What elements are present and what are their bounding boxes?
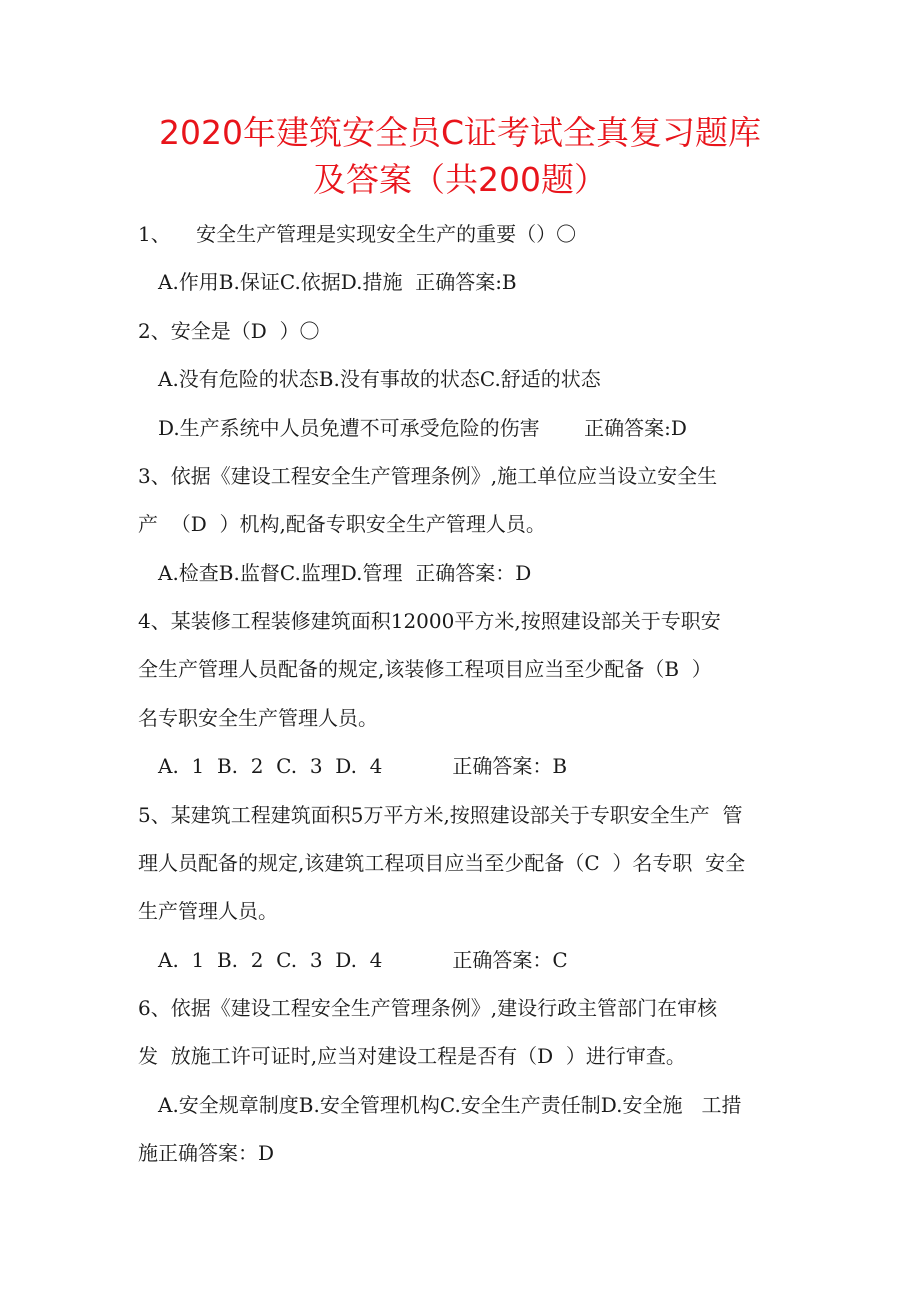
question-3-text-line-1: 3、依据《建设工程安全生产管理条例》,施工单位应当设立安全生: [138, 464, 718, 488]
question-6-options-line-2: 施正确答案：D: [138, 1141, 275, 1165]
question-6-text-line-2: 发 放施工许可证时,应当对建设工程是否有（D ）进行审查。: [138, 1044, 686, 1068]
question-5-options: A. 1 B. 2 C. 3 D. 4 正确答案：C: [158, 948, 568, 972]
question-6-text-line-1: 6、依据《建设工程安全生产管理条例》,建设行政主管部门在审核: [138, 996, 718, 1020]
question-3-text-line-2: 产 （D ）机构,配备专职安全生产管理人员。: [138, 512, 546, 536]
document-title-line-2: 及答案（共200题）: [313, 160, 607, 199]
question-4-text-line-3: 名专职安全生产管理人员。: [138, 706, 378, 730]
question-4-text-line-2: 全生产管理人员配备的规定,该装修工程项目应当至少配备（B ）: [138, 657, 712, 681]
question-4-options: A. 1 B. 2 C. 3 D. 4 正确答案：B: [158, 754, 568, 778]
question-5-text-line-3: 生产管理人员。: [138, 899, 278, 923]
question-5-text-line-1: 5、某建筑工程建筑面积5万平方米,按照建设部关于专职安全生产 管: [138, 803, 743, 827]
question-4-text-line-1: 4、某装修工程装修建筑面积12000平方米,按照建设部关于专职安: [138, 609, 721, 633]
document-title-line-1: 2020年建筑安全员C证考试全真复习题库: [158, 113, 762, 152]
question-6-options-line-1: A.安全规章制度B.安全管理机构C.安全生产责任制D.安全施 工措: [158, 1093, 742, 1117]
question-2-text: 2、安全是（D ）〇: [138, 319, 320, 343]
question-5-text-line-2: 理人员配备的规定,该建筑工程项目应当至少配备（C ）名专职 安全: [138, 851, 746, 875]
question-1-options: A.作用B.保证C.依据D.措施 正确答案:B: [158, 270, 517, 294]
question-3-options: A.检查B.监督C.监理D.管理 正确答案：D: [158, 561, 532, 585]
question-2-options-line-2: D.生产系统中人员免遭不可承受危险的伤害 正确答案:D: [158, 416, 687, 440]
question-1-text: 1、 安全生产管理是实现安全生产的重要（）〇: [138, 222, 577, 246]
question-2-options-line-1: A.没有危险的状态B.没有事故的状态C.舒适的状态: [158, 367, 601, 391]
